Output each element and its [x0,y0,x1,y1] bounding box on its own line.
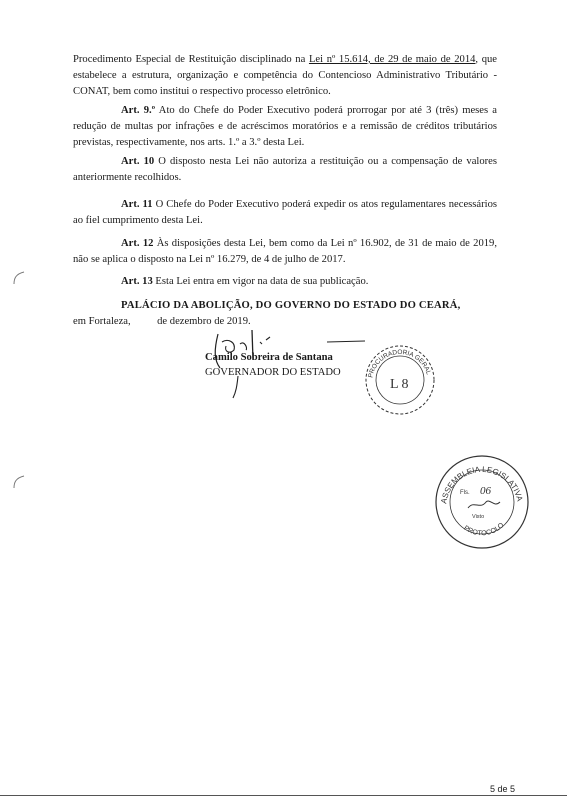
assembleia-stamp [432,452,532,552]
fls-value: 06 [480,485,491,497]
law-reference-link: Lei nº 15.614, de 29 de maio de 2014 [308,54,476,65]
article-13-label: Art. 13 [121,276,153,287]
place-date: em Fortaleza, de dezembro de 2019. [73,316,251,327]
article-12-label: Art. 12 [121,238,154,249]
article-11: Art. 11 O Chefe do Poder Executivo poderá expedir os atos regulamentares necessários ao fiel cumprimento desta Lei. [73,199,497,226]
footer-divider [0,795,567,796]
svg-text:PROTOCOLO [462,522,506,538]
paragraph-intro: Procedimento Especial de Restituição disciplinado na Lei nº 15.614, de 29 de maio de 2014, que estabelece a estrutura, organização e competência do Contencioso Administrativo Tributário - CONAT, bem como institui o respectivo processo eletrônico. [73,54,497,97]
procuradoria-handwritten: L 8 [390,377,409,392]
signer-name: Camilo Sobreira de Santana [205,352,333,363]
page-number: 5 de 5 [489,784,515,794]
article-9: Art. 9.º Ato do Chefe do Poder Executivo poderá prorrogar por até 3 (três) meses a redução de multas por infrações e de acréscimos moratórios e a remissão de créditos tributários previstas, respectivamente, nos arts. 1.º a 3.º desta Lei. [73,105,498,148]
procuradoria-stamp [362,342,438,418]
article-10: Art. 10 O disposto nesta Lei não autoriza a restituição ou a compensação de valores anteriormente recolhidos. [73,156,497,183]
margin-mark-top [8,268,28,288]
assembleia-ring-bottom: PROTOCOLO [462,521,506,538]
visto-label: Visto [472,514,485,520]
margin-mark-bottom [8,472,28,492]
signer-title: GOVERNADOR DO ESTADO [205,367,341,378]
procuradoria-ring-text: PROCURADORIA GERAL [367,348,432,379]
palace-heading: PALÁCIO DA ABOLIÇÃO, DO GOVERNO DO ESTADO DO CEARÁ, [121,300,461,311]
fls-label: Fls. [460,490,470,496]
article-9-label: Art. 9.º [121,105,156,116]
article-11-label: Art. 11 [121,199,153,210]
assembleia-ring-top: ASSEMBLEIA LEGISLATIVA [439,464,525,505]
article-12: Art. 12 Às disposições desta Lei, bem como da Lei nº 16.902, de 31 de maio de 2019, não se aplica o disposto na Lei nº 16.279, de 4 de julho de 2017. [73,238,498,265]
article-10-label: Art. 10 [121,156,155,167]
article-13: Art. 13 Esta Lei entra em vigor na data de sua publicação. [121,276,369,287]
